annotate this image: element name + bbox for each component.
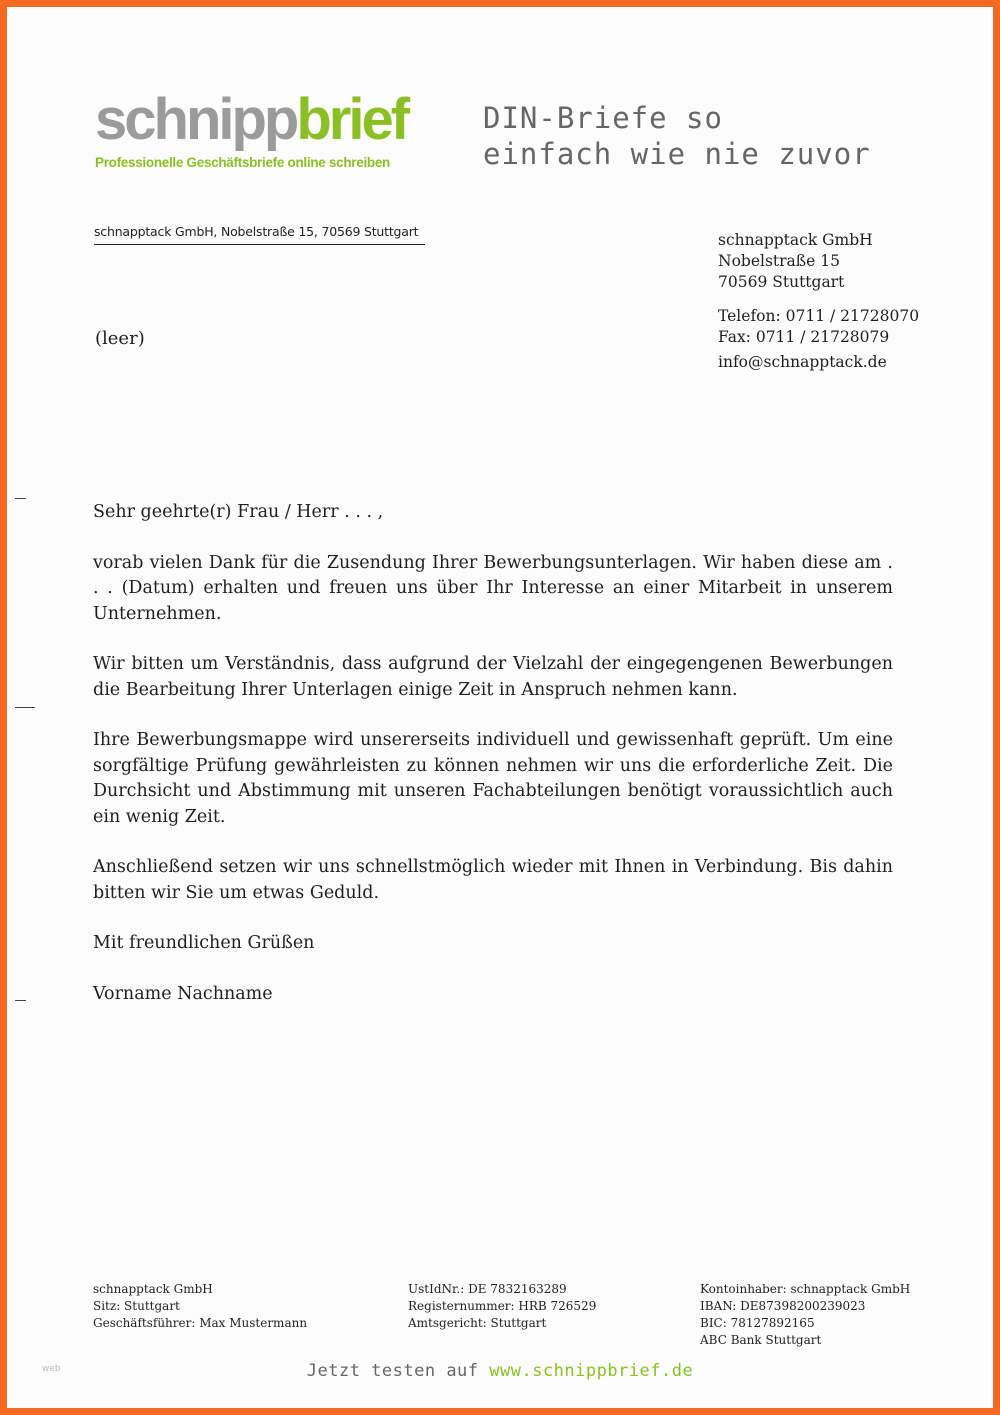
slogan-line-2: einfach wie nie zuvor bbox=[483, 137, 871, 171]
watermark-text: web bbox=[42, 1364, 61, 1374]
logo-word-green: brief bbox=[296, 87, 408, 152]
paragraph: Wir bitten um Verständnis, dass aufgrund der Vielzahl der eingegengenen Bewerbungen die Bearbeitung Ihrer Unterlagen einige Zeit in Anspruch nehmen kann. bbox=[93, 654, 893, 700]
contact-company: schnapptack GmbH bbox=[718, 231, 873, 249]
footer-registration-info bbox=[408, 1281, 596, 1332]
call-to-action bbox=[0, 1361, 1000, 1381]
footer-line: IBAN: DE87398200239023 bbox=[700, 1299, 866, 1313]
paragraph: vorab vielen Dank für die Zusendung Ihrer Bewerbungsunterlagen. Wir haben diese am . . . (Datum) erhalten und freuen uns über Ihr Interesse an einer Mitarbeit in unserem Unternehmen. bbox=[93, 552, 893, 624]
footer-bank-info bbox=[700, 1281, 910, 1349]
logo-wordmark bbox=[95, 87, 408, 152]
contact-city: 70569 Stuttgart bbox=[718, 273, 845, 291]
closing: Mit freundlichen Grüßen bbox=[93, 933, 315, 953]
paragraph: Ihre Bewerbungsmappe wird unsererseits individuell und gewissenhaft geprüft. Um eine sorgfältige Prüfung gewährleisten zu können nehmen wir uns die erforderliche Zeit. Die Durchsicht und Abstimmung mit unseren Fachabteilungen benötigt voraussichtlich auch ein wenig Zeit. bbox=[93, 730, 893, 827]
recipient-address: (leer) bbox=[95, 328, 145, 349]
cta-prefix: Jetzt testen auf bbox=[306, 1361, 490, 1381]
footer-company-info bbox=[93, 1281, 307, 1332]
cta-link[interactable]: www.schnippbrief.de bbox=[489, 1361, 694, 1381]
logo-word-gray: schnipp bbox=[95, 87, 297, 152]
paragraph: Anschließend setzen wir uns schnellstmöglich wieder mit Ihnen in Verbindung. Bis dahin bitten wir Sie um etwas Geduld. bbox=[93, 857, 893, 903]
sender-return-address: schnapptack GmbH, Nobelstraße 15, 70569 Stuttgart bbox=[94, 224, 425, 245]
contact-street: Nobelstraße 15 bbox=[718, 252, 840, 270]
fold-mark-top bbox=[15, 498, 26, 499]
contact-phone: Telefon: 0711 / 21728070 bbox=[718, 307, 920, 325]
signature-name: Vorname Nachname bbox=[93, 983, 273, 1004]
fold-mark-bottom bbox=[15, 1000, 26, 1001]
footer-line: ABC Bank Stuttgart bbox=[700, 1333, 822, 1347]
footer-line: Sitz: Stuttgart bbox=[93, 1299, 180, 1313]
contact-block bbox=[718, 230, 919, 373]
footer-line: Amtsgericht: Stuttgart bbox=[408, 1316, 547, 1330]
footer-line: Kontoinhaber: schnapptack GmbH bbox=[700, 1282, 911, 1296]
footer-line: UstIdNr.: DE 7832163289 bbox=[408, 1282, 567, 1296]
footer-line: Registernummer: HRB 726529 bbox=[408, 1299, 597, 1313]
letter-body bbox=[93, 500, 893, 1007]
contact-email: info@schnapptack.de bbox=[718, 353, 887, 371]
schnippbrief-logo bbox=[95, 87, 408, 170]
footer-line: Geschäftsführer: Max Mustermann bbox=[93, 1316, 308, 1330]
slogan-line-1: DIN-Briefe so bbox=[483, 101, 723, 135]
salutation: Sehr geehrte(r) Frau / Herr . . . , bbox=[93, 502, 384, 522]
footer-line: BIC: 78127892165 bbox=[700, 1316, 815, 1330]
footer-line: schnapptack GmbH bbox=[93, 1282, 213, 1296]
contact-fax: Fax: 0711 / 21728079 bbox=[718, 328, 890, 346]
logo-tagline: Professionelle Geschäftsbriefe online schreiben bbox=[95, 155, 391, 170]
punch-mark bbox=[15, 707, 35, 708]
slogan bbox=[483, 100, 871, 172]
